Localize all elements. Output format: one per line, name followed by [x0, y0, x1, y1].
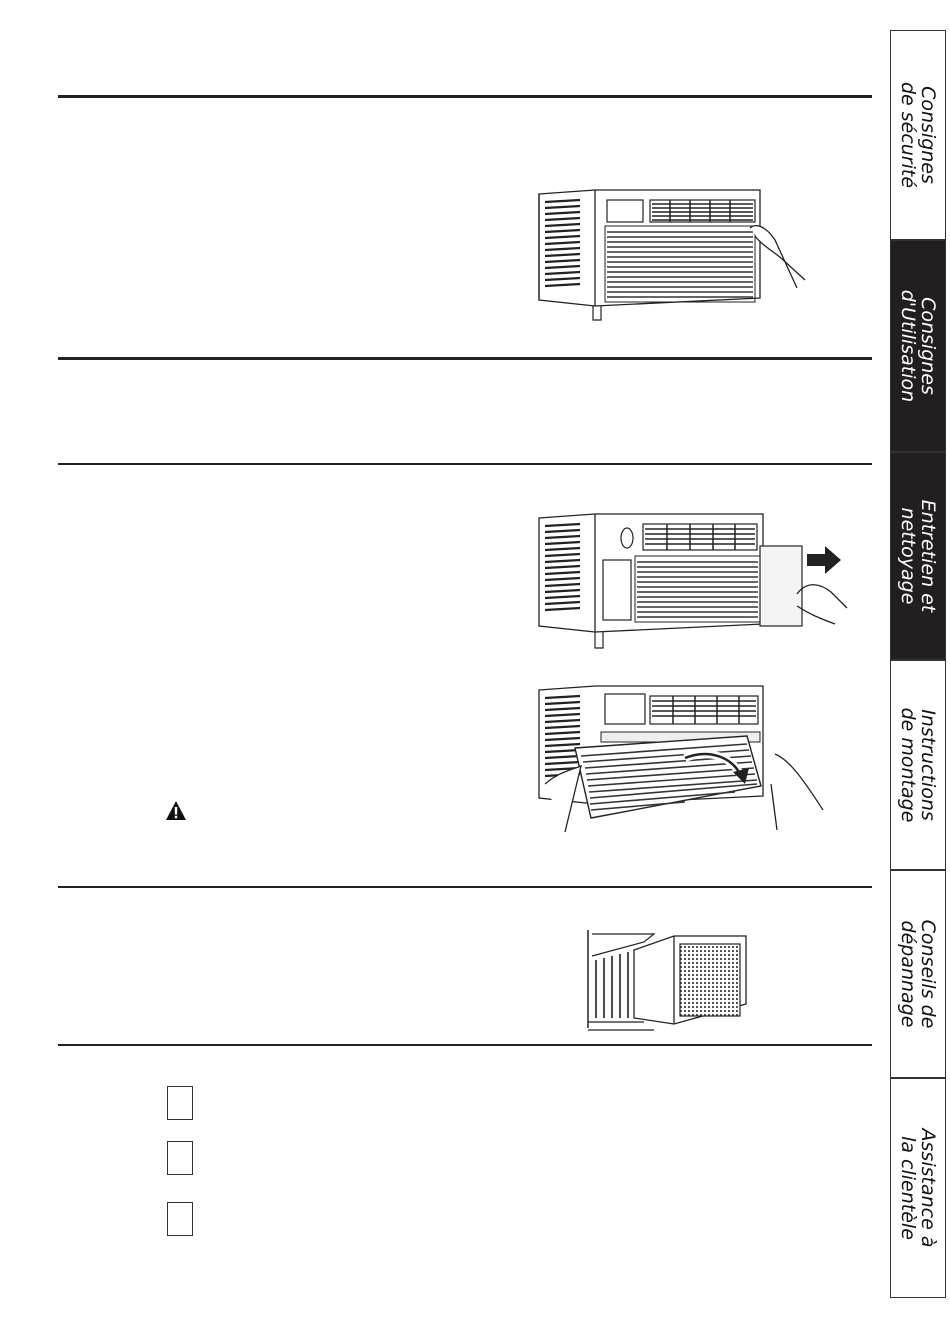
filter-removal-side-illustration	[535, 512, 855, 657]
tab-label: Instructions de montage	[897, 707, 939, 823]
tab-label: Entretien et nettoyage	[897, 499, 939, 613]
section-rule-3	[58, 463, 872, 465]
tab-entretien-nettoyage[interactable]	[890, 452, 946, 660]
ac-unit-exterior-illustration	[584, 926, 749, 1032]
tab-consignes-utilisation[interactable]	[890, 240, 946, 452]
front-grille-removal-illustration	[535, 684, 835, 834]
tab-label: Consignes d'Utilisation	[897, 289, 939, 403]
tab-label: Conseils de dépannage	[897, 919, 939, 1029]
warning-triangle-icon	[165, 800, 187, 822]
section-rule-4	[58, 886, 872, 888]
tab-conseils-depannage[interactable]	[890, 870, 946, 1078]
checklist-box-2[interactable]	[167, 1141, 193, 1175]
tab-label: Assistance à la clientèle	[897, 1128, 939, 1248]
section-rule-2	[58, 357, 872, 360]
tab-assistance-clientele[interactable]	[890, 1078, 946, 1298]
section-rule-5	[58, 1044, 872, 1046]
ac-unit-control-illustration	[535, 188, 810, 328]
tab-instructions-montage[interactable]	[890, 660, 946, 870]
tab-label: Consignes de sécurité	[897, 81, 939, 189]
checklist-box-1[interactable]	[167, 1086, 193, 1120]
tab-consignes-securite[interactable]	[890, 30, 946, 240]
side-tab-nav	[890, 30, 948, 1298]
section-rule-1	[58, 95, 872, 98]
checklist-box-3[interactable]	[167, 1202, 193, 1236]
